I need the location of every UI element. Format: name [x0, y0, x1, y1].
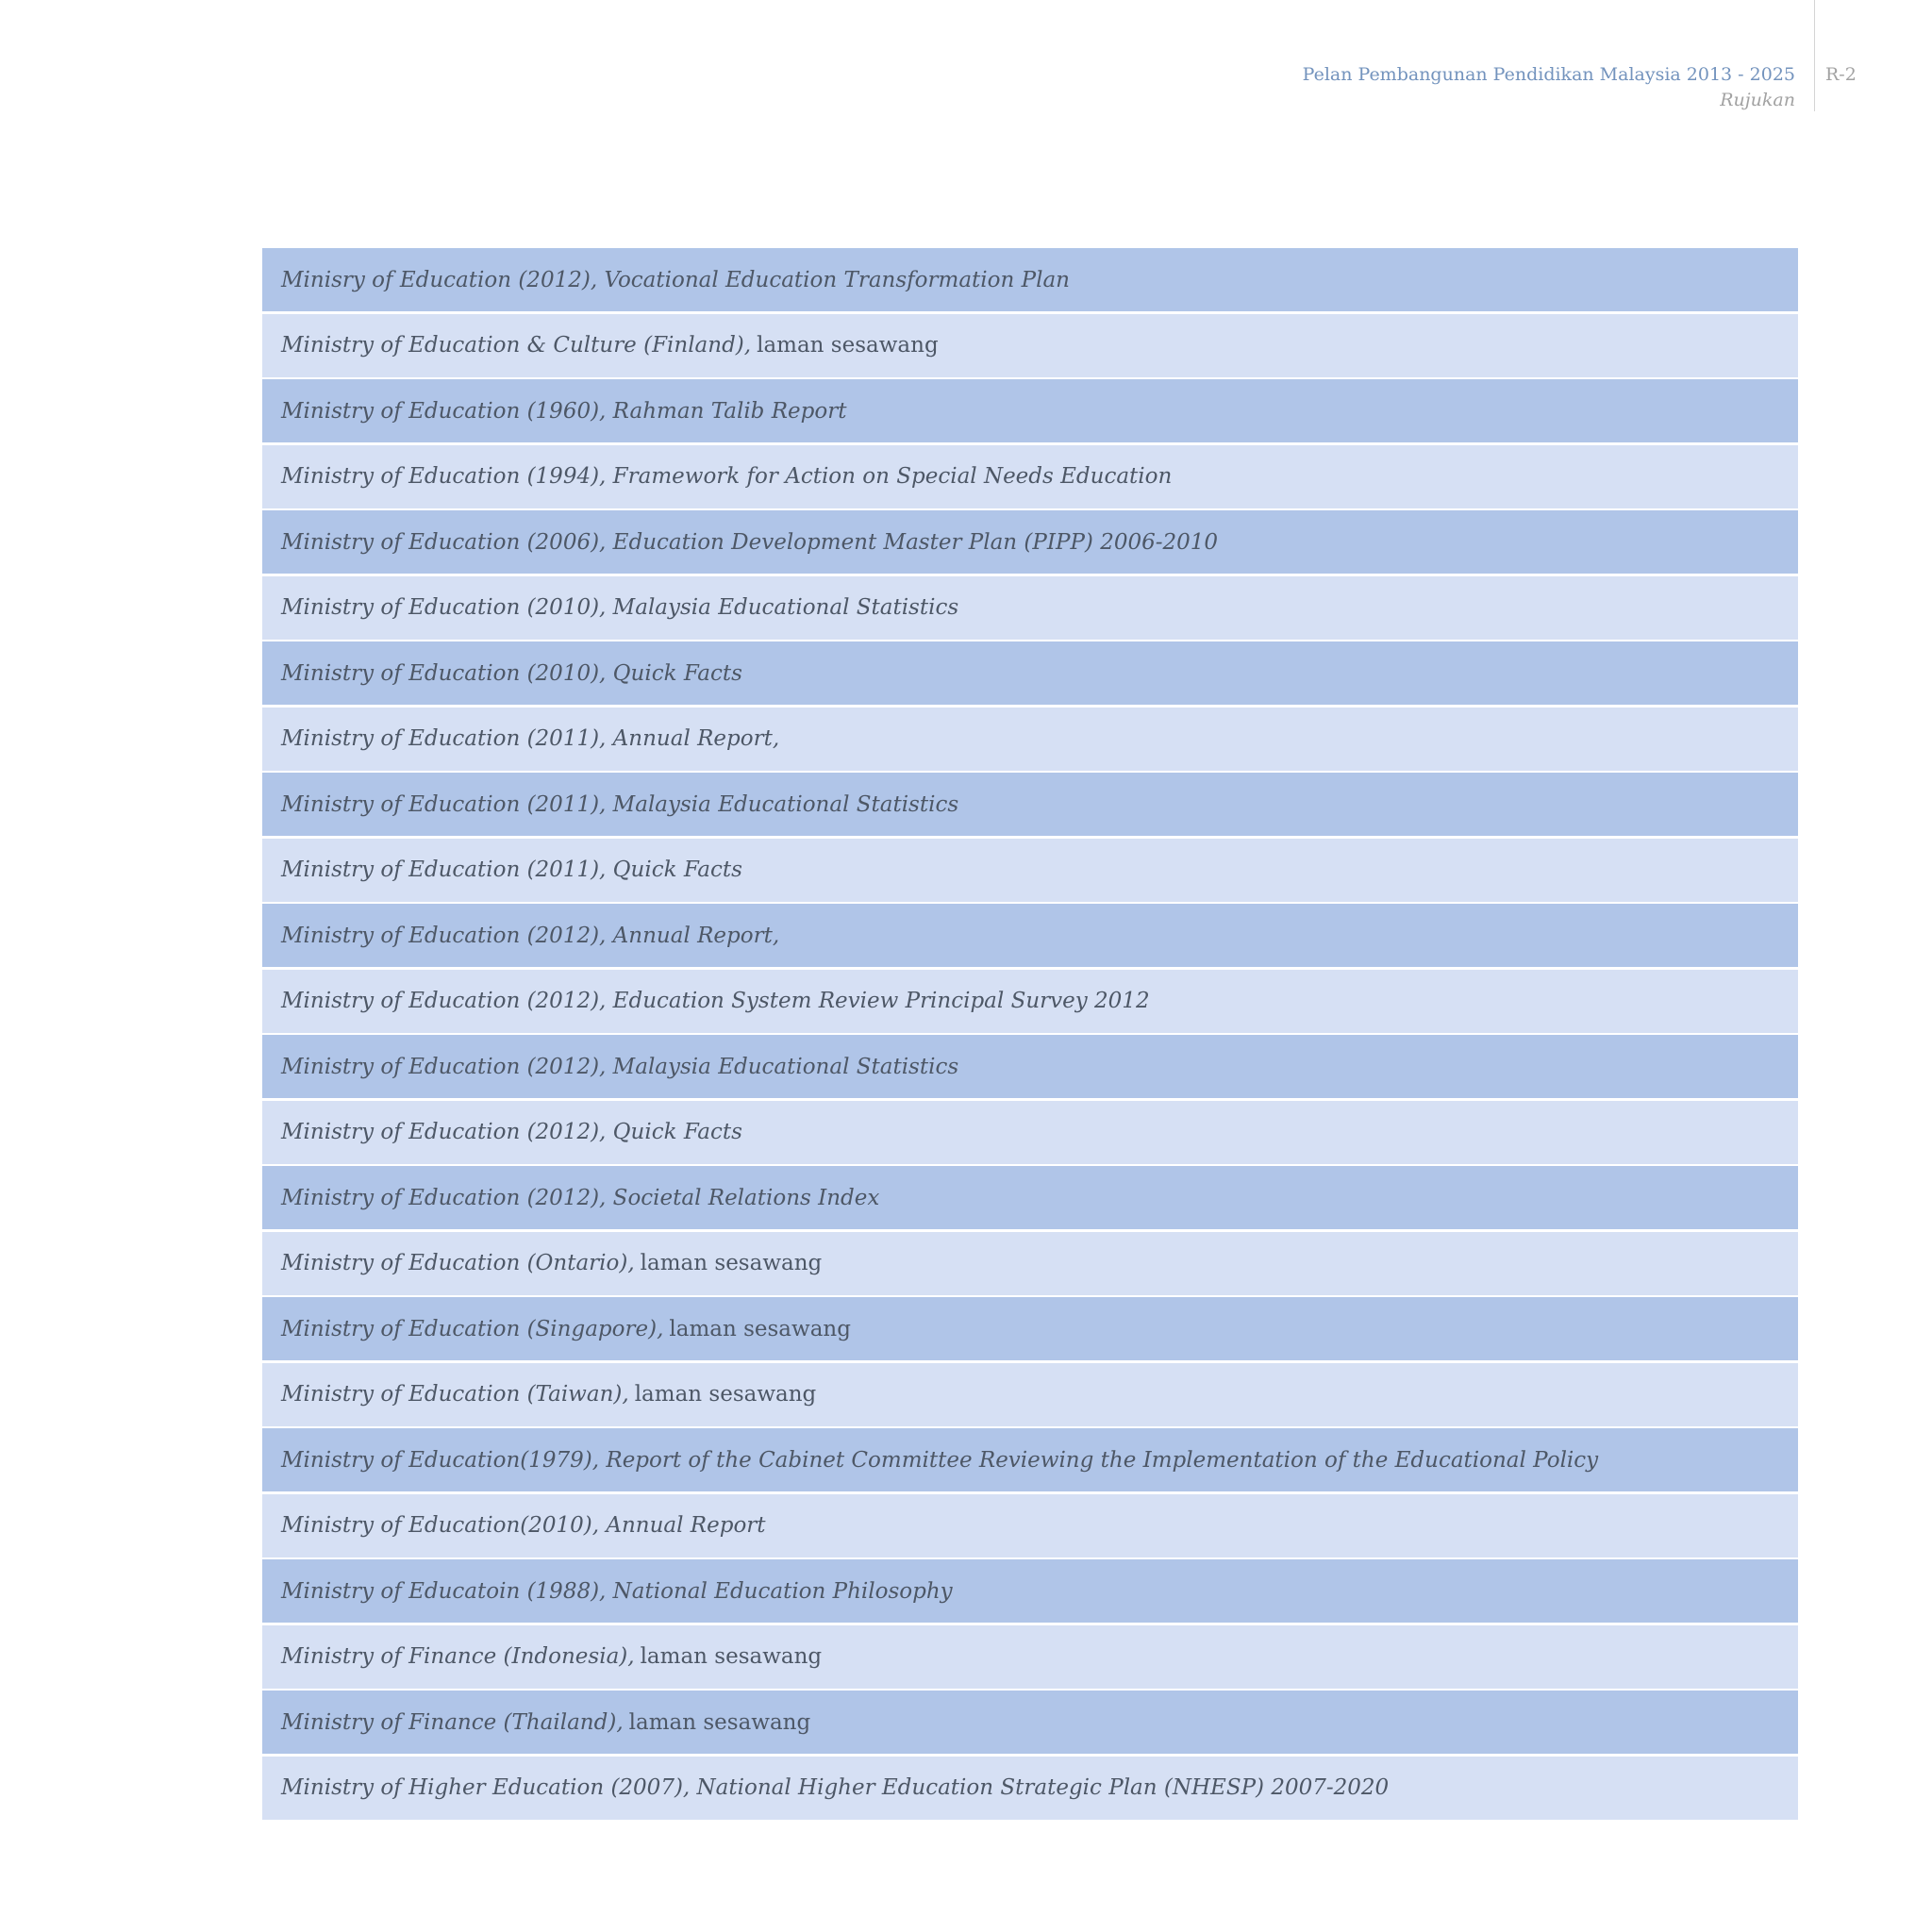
reference-citation: Ministry of Finance (Indonesia),: [281, 1644, 635, 1669]
reference-row: [262, 641, 1798, 705]
reference-citation: Ministry of Education (2012), Malaysia Educational Statistics: [281, 1054, 959, 1079]
reference-row: [262, 1757, 1798, 1820]
reference-citation: Ministry of Education (2010), Quick Facts: [281, 660, 742, 686]
document-title: Pelan Pembangunan Pendidikan Malaysia 2013 - 2025: [1302, 64, 1795, 85]
reference-source-type: laman sesawang: [640, 1644, 823, 1669]
reference-row: [262, 576, 1798, 640]
reference-citation: Ministry of Education (2012), Quick Facts: [281, 1120, 742, 1144]
reference-row: [262, 970, 1798, 1033]
reference-row: [262, 839, 1798, 902]
reference-citation: Ministry of Education (1960), Rahman Talib Report: [281, 398, 847, 424]
header-divider: [1814, 0, 1815, 111]
reference-row: [262, 510, 1798, 574]
reference-citation: Ministry of Education (2012), Societal Relations Index: [281, 1185, 880, 1210]
reference-citation: Ministry of Education (2010), Malaysia Educational Statistics: [281, 595, 959, 620]
reference-citation: Ministry of Educatoin (1988), National Education Philosophy: [281, 1578, 953, 1604]
reference-list: [262, 248, 1798, 1822]
reference-citation: Ministry of Higher Education (2007), National Higher Education Strategic Plan (NHESP) 2007-2020: [281, 1775, 1390, 1800]
reference-citation: Ministry of Education (Singapore),: [281, 1316, 664, 1341]
reference-citation: Ministry of Education (2006), Education Development Master Plan (PIPP) 2006-2010: [281, 529, 1219, 555]
reference-citation: Ministry of Education (2011), Annual Report,: [281, 726, 780, 751]
reference-row: [262, 1363, 1798, 1426]
reference-row: [262, 708, 1798, 771]
reference-citation: Ministry of Finance (Thailand),: [281, 1709, 624, 1735]
reference-citation: Ministry of Education (2011), Malaysia Educational Statistics: [281, 791, 959, 817]
reference-source-type: laman sesawang: [640, 1251, 823, 1275]
reference-citation: Ministry of Education(2010), Annual Report: [281, 1513, 766, 1538]
reference-citation: Ministry of Education & Culture (Finland),: [281, 333, 752, 358]
reference-row: [262, 1297, 1798, 1360]
reference-source-type: laman sesawang: [628, 1709, 811, 1735]
reference-citation: Minisry of Education (2012), Vocational Education Transformation Plan: [281, 267, 1070, 292]
reference-row: [262, 445, 1798, 508]
reference-row: [262, 904, 1798, 967]
reference-row: [262, 1232, 1798, 1295]
reference-row: [262, 773, 1798, 836]
reference-source-type: laman sesawang: [757, 333, 939, 358]
reference-row: [262, 1166, 1798, 1229]
page-number: R-2: [1825, 64, 1857, 85]
reference-row: [262, 248, 1798, 311]
reference-row: [262, 1101, 1798, 1164]
reference-row: [262, 379, 1798, 442]
reference-citation: Ministry of Education(1979), Report of the Cabinet Committee Reviewing the Implementation of the Educational Policy: [281, 1447, 1599, 1473]
reference-source-type: laman sesawang: [634, 1382, 817, 1407]
reference-citation: Ministry of Education (2011), Quick Facts: [281, 858, 742, 882]
reference-row: [262, 1690, 1798, 1754]
reference-citation: Ministry of Education (Ontario),: [281, 1251, 635, 1275]
reference-row: [262, 1035, 1798, 1098]
page-header: [1303, 62, 1795, 112]
reference-citation: Ministry of Education (Taiwan),: [281, 1382, 629, 1407]
reference-citation: Ministry of Education (2012), Education System Review Principal Survey 2012: [281, 989, 1150, 1013]
reference-row: [262, 314, 1798, 377]
reference-source-type: laman sesawang: [669, 1316, 851, 1341]
section-title: Rujukan: [1720, 89, 1795, 110]
reference-row: [262, 1428, 1798, 1491]
reference-row: [262, 1559, 1798, 1623]
reference-row: [262, 1625, 1798, 1689]
reference-citation: Ministry of Education (1994), Framework for Action on Special Needs Education: [281, 464, 1173, 489]
reference-row: [262, 1494, 1798, 1557]
reference-citation: Ministry of Education (2012), Annual Report,: [281, 923, 780, 948]
